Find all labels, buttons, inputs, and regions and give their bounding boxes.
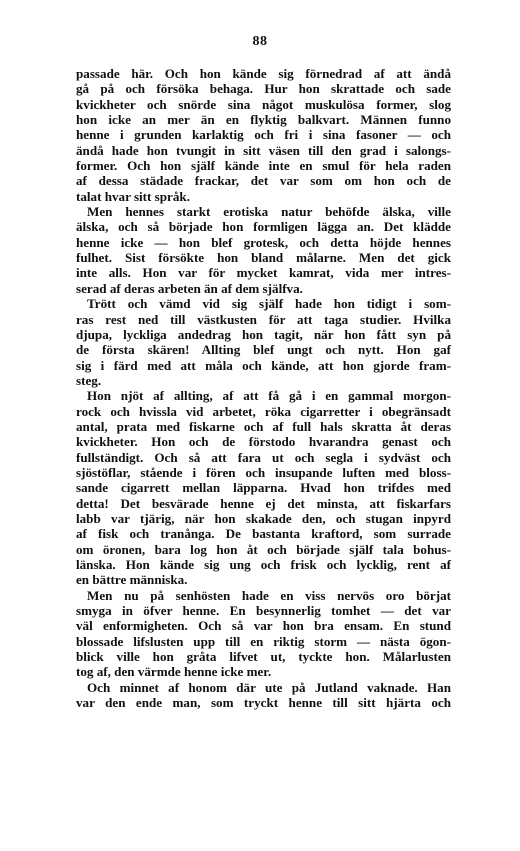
text-line: steg. (76, 372, 102, 388)
text-line: af fisk och tranånga. De bastanta kraftord, som surrade (76, 526, 451, 542)
paragraph (76, 588, 451, 680)
text-line: Hon njöt af allting, af att få gå i en gammal morgon- (87, 388, 451, 404)
text-line: kvickheter och snörde sina något muskulösa former, slog (76, 96, 451, 112)
text-line: var den ende man, som tryckt henne till sitt hjärta och (76, 695, 451, 711)
text-line: sande cigarrett mellan läpparna. Hvad hon trifdes med (76, 480, 451, 496)
text-line: af dessa städade frackar, det var som om hon och de (76, 173, 451, 189)
text-line: länska. Hon kände sig ung och frisk och lycklig, rent af (76, 557, 451, 572)
text-line: antal, prata med fiskarne och af full hals skratta åt deras (76, 418, 451, 434)
text-line: väl enformigheten. Och så var hon bra ensam. En stund (76, 618, 451, 634)
paragraph (76, 204, 451, 296)
text-line: ras rest ned till västkusten för att taga studier. Hvilka (76, 311, 451, 327)
text-line: ändå hade hon tvungit in sitt väsen till den grad i salongs- (76, 142, 451, 158)
text-line: en bättre människa. (76, 572, 188, 588)
text-line: älska, och så började hon formligen lägga an. Det klädde (76, 219, 451, 235)
text-line: labb var tjärig, när hon skakade den, och stugan inpyrd (76, 510, 451, 526)
text-line: rock och hvissla vid arbetet, röka cigarretter i obegränsadt (76, 403, 451, 419)
text-line: henne icke — hon blef grotesk, och detta höjde hennes (76, 234, 451, 250)
text-line: former. Och hon själf kände inte en smul för hela raden (76, 158, 451, 174)
text-line: fullständigt. Och så att fara ut och segla i sydväst och (76, 449, 451, 465)
text-line: de första skären! Allting blef ungt och nytt. Hon gaf (76, 342, 451, 358)
page-number: 88 (252, 34, 268, 49)
text-line: talat hvar sitt språk. (76, 188, 190, 204)
text-line: sjöstöflar, stående i fören och insupande luften med bloss- (76, 464, 451, 480)
text-line: Trött och vämd vid sig själf hade hon tidigt i som- (87, 296, 451, 312)
text-line: om öronen, bara log hon åt och började själf tala bohus- (76, 541, 451, 557)
text-line: djupa, lyckliga andedrag hon tagit, när hon fått syn på (76, 326, 451, 342)
text-line: inte alls. Hon var för mycket kamrat, vida mer intres- (76, 265, 451, 281)
text-line: henne i grunden karlaktig och fri i sina fasoner — och (76, 127, 451, 143)
text-line: kvickheter. Hon och de förstodo hvarandra genast och (76, 434, 451, 450)
text-line: serad af deras arbeten än af dem själfva. (76, 280, 303, 296)
text-line: Men nu på senhösten hade en viss nervös oro börjat (87, 587, 451, 603)
text-line: passade här. Och hon kände sig förnedrad af att ändå (76, 66, 451, 81)
text-line: hon icke an mer än en flyktig balkvart. Männen funno (76, 112, 451, 128)
text-line: blossade lifslusten upp till en riktig storm — nästa ögon- (76, 633, 451, 649)
text-line: Och minnet af honom där ute på Jutland vaknade. Han (87, 679, 451, 695)
text-line: tog af, den värmde henne icke mer. (76, 664, 272, 680)
text-line: sig i färd med att måla och kände, att hon gjorde fram- (76, 357, 451, 373)
paragraph (76, 388, 451, 587)
body-text (76, 66, 451, 710)
paragraph (76, 680, 451, 711)
paragraph (76, 296, 451, 388)
text-line: fulhet. Sist försökte hon bland målarne. Men det gick (76, 250, 451, 266)
text-line: gå på och försöka behaga. Hur hon skrattade och sade (76, 81, 451, 97)
text-line: detta! Det besvärade henne ej det minsta, att fiskarfars (76, 495, 451, 511)
text-line: smyga in öfver henne. En besynnerlig tomhet — det var (76, 603, 451, 619)
paragraph (76, 66, 451, 204)
text-line: blick ville hon gråta lifvet ut, tyckte hon. Målarlusten (76, 649, 451, 665)
text-line: Men hennes starkt erotiska natur behöfde älska, ville (87, 204, 451, 220)
